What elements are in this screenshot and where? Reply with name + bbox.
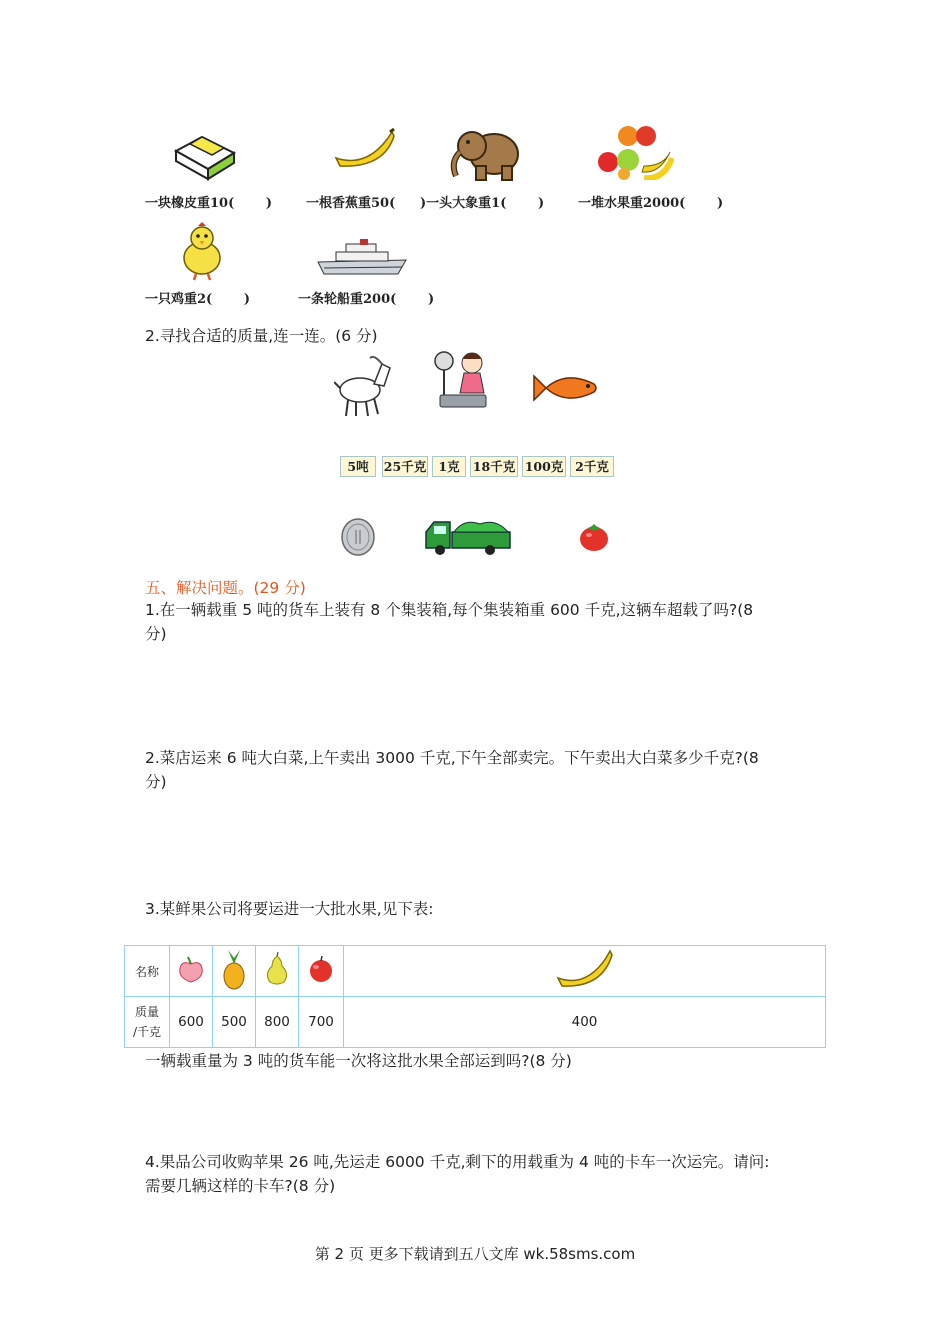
- problem-1-line2: 分): [145, 625, 167, 643]
- table-cell: [170, 946, 213, 997]
- table-row: [125, 946, 826, 997]
- banana-icon: [554, 948, 616, 990]
- coin-icon: [340, 518, 376, 556]
- fruit-table: [124, 945, 826, 1048]
- table-cell: [344, 946, 826, 997]
- girl-on-scale-icon: [430, 347, 496, 409]
- table-cell: [213, 946, 256, 997]
- problem-2-line2: 分): [145, 773, 167, 791]
- page-footer: 第 2 页 更多下载请到五八文库 wk.58sms.com: [314, 1245, 636, 1263]
- pear-icon: [262, 952, 292, 986]
- truck-icon: [424, 514, 512, 556]
- banana-caption: 一根香蕉重50(: [306, 196, 396, 211]
- problem-1-line1: 1.在一辆载重 5 吨的货车上装有 8 个集装箱,每个集装箱重 600 千克,这辆车超载了吗?(8: [145, 601, 754, 619]
- table-cell: 500: [213, 997, 256, 1048]
- section5-title: 五、解决问题。(29 分): [145, 579, 306, 597]
- weight-option-2kg[interactable]: 2千克: [570, 456, 614, 477]
- apple-icon: [307, 955, 335, 983]
- pineapple-icon: [220, 948, 248, 990]
- ship-icon: [316, 238, 408, 278]
- row-label-line1: 质量: [134, 1005, 159, 1019]
- table-cell: 700: [299, 997, 344, 1048]
- table-row: [125, 997, 826, 1048]
- table-cell: 400: [344, 997, 826, 1048]
- eraser-caption: 一块橡皮重10( ): [145, 196, 273, 211]
- table-cell: [299, 946, 344, 997]
- table-header-name: 名称: [125, 946, 170, 997]
- problem-4-line2: 需要几辆这样的卡车?(8 分): [145, 1177, 336, 1195]
- tomato-icon: [578, 522, 610, 552]
- problem-4-line1: 4.果品公司收购苹果 26 吨,先运走 6000 千克,剩下的用载重为 4 吨的卡车一次运完。请问:: [145, 1153, 770, 1171]
- elephant-caption: )一头大象重1( ): [420, 196, 545, 211]
- problem-3-title: 3.某鲜果公司将要运进一大批水果,见下表:: [145, 900, 434, 918]
- table-cell: 800: [256, 997, 299, 1048]
- row-label-line2: /千克: [132, 1025, 162, 1039]
- table-cell: 600: [170, 997, 213, 1048]
- q2-title: 2.寻找合适的质量,连一连。(6 分): [145, 327, 378, 345]
- table-cell: [256, 946, 299, 997]
- eraser-icon: [172, 133, 236, 183]
- peach-icon: [176, 954, 206, 984]
- fruit-pile-icon: [594, 122, 674, 180]
- weight-option-1g[interactable]: 1克: [432, 456, 466, 477]
- weight-option-18kg[interactable]: 18千克: [470, 456, 518, 477]
- chicken-icon: [176, 222, 228, 282]
- elephant-icon: [446, 122, 526, 184]
- goat-icon: [334, 350, 394, 418]
- problem-2-line1: 2.菜店运来 6 吨大白菜,上午卖出 3000 千克,下午全部卖完。下午卖出大白菜多少千克?(8: [145, 749, 759, 767]
- table-row-label: [125, 997, 170, 1048]
- ship-caption: 一条轮船重200( ): [298, 292, 435, 307]
- chicken-caption: 一只鸡重2( ): [145, 292, 251, 307]
- fish-icon: [532, 372, 604, 404]
- problem-3-question: 一辆载重量为 3 吨的货车能一次将这批水果全部运到吗?(8 分): [145, 1052, 572, 1070]
- weight-option-5t[interactable]: 5吨: [340, 456, 376, 477]
- banana-icon: [332, 128, 398, 170]
- fruit-pile-caption: 一堆水果重2000( ): [578, 196, 724, 211]
- weight-option-25kg[interactable]: 25千克: [382, 456, 428, 477]
- weight-option-100g[interactable]: 100克: [522, 456, 566, 477]
